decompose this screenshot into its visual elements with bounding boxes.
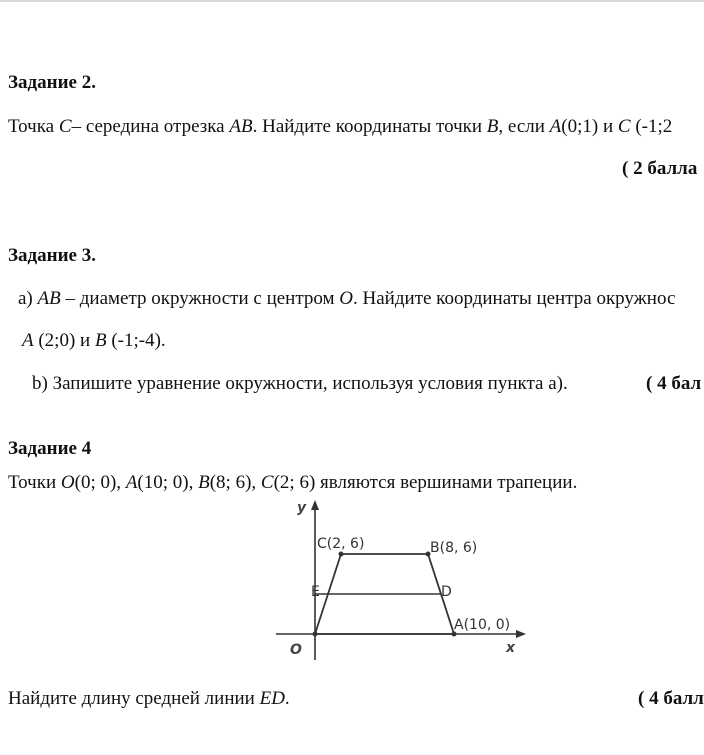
task4-text: Точки O(0; 0), A(10; 0), B(8; 6), C(2; 6) являются вершинами трапеции. (8, 472, 578, 493)
task3-points-line: A (2;0) и B (-1;-4). (22, 330, 166, 351)
label-y: y (297, 500, 307, 516)
task3-part-a: а) AB – диаметр окружности с центром O. Найдите координаты центра окружнос (18, 288, 676, 309)
label-o: O (290, 642, 302, 658)
task2-points: ( 2 балла (622, 158, 698, 179)
task4-heading: Задание 4 (8, 438, 92, 459)
x-axis-arrow (516, 630, 526, 638)
label-e: E (311, 584, 320, 600)
label-x: x (506, 640, 516, 656)
label-d: D (441, 584, 452, 600)
task2-text: Точка C– середина отрезка AB. Найдите координаты точки B, если A(0;1) и C (-1;2 (8, 116, 673, 137)
task4-question: Найдите длину средней линии ED. (8, 688, 290, 709)
task3-heading: Задание 3. (8, 245, 96, 266)
y-axis-arrow (311, 500, 319, 510)
point-c (339, 552, 344, 557)
task3-points: ( 4 бал (646, 373, 702, 394)
top-divider (0, 0, 704, 2)
label-a: A(10, 0) (454, 617, 511, 633)
task4-points: ( 4 балл (638, 688, 704, 709)
task2-heading: Задание 2. (8, 72, 96, 93)
label-c: C(2, 6) (317, 536, 365, 552)
task3-part-b: b) Запишите уравнение окружности, используя условия пункта а). (32, 373, 568, 394)
point-o (313, 632, 318, 637)
label-b: B(8, 6) (430, 540, 478, 556)
trapezoid-figure (270, 500, 530, 670)
